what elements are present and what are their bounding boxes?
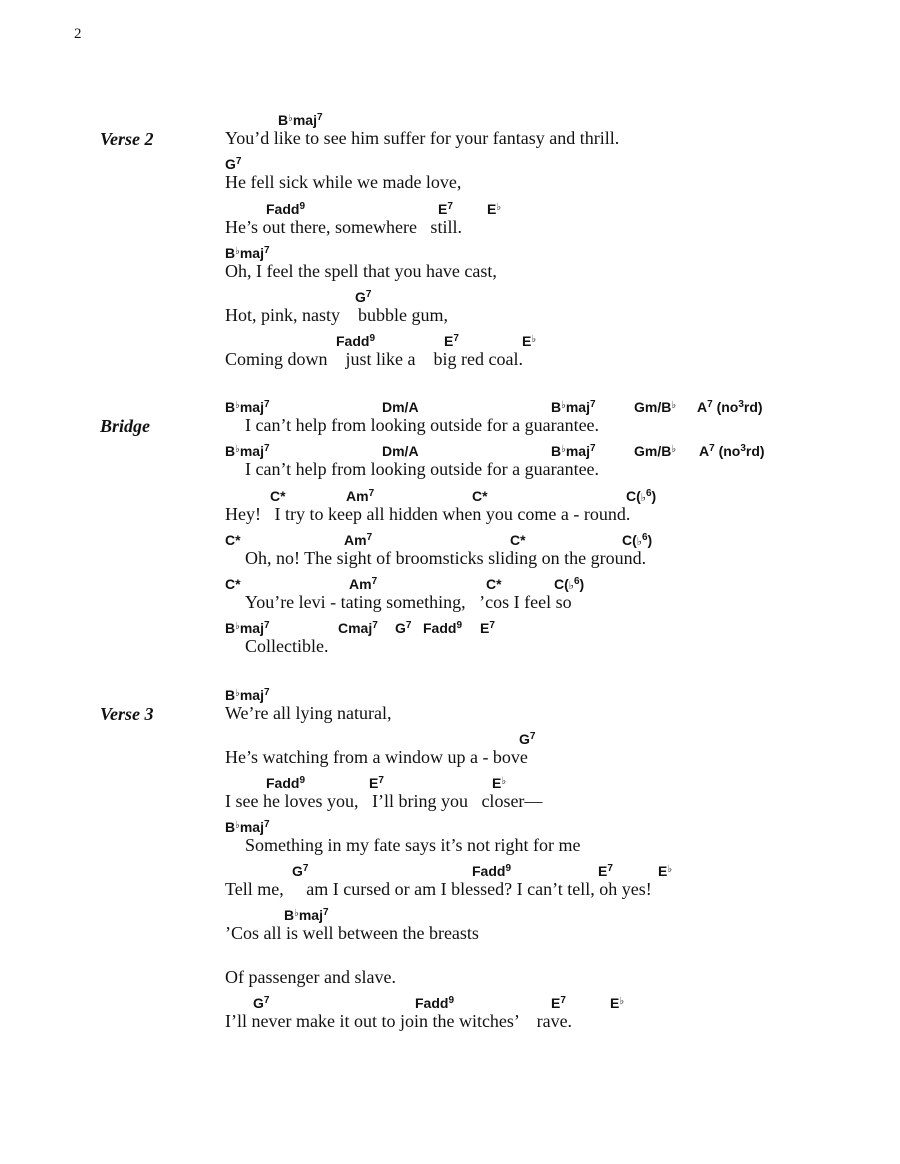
chord: C* <box>510 532 526 548</box>
lyric-line: Hot, pink, nasty bubble gum, <box>225 305 448 325</box>
chord: $E^7$ <box>444 333 459 349</box>
chord: $E^7$ <box>369 775 384 791</box>
lyric-line: ’Cos all is well between the breasts <box>225 923 479 943</box>
chord: B♭maj$^7$ <box>225 399 270 415</box>
section-label-verse-3: Verse 3 <box>100 704 154 724</box>
lyric-line: You’d like to see him suffer for your fantasy and thrill. <box>225 128 620 148</box>
lyric-line: You’re levi - tating something, ’cos I feel so <box>245 592 572 612</box>
lyric-line: Coming down just like a big red coal. <box>225 349 523 369</box>
chord: C* <box>225 576 241 592</box>
chord: Am$^7$ <box>346 488 375 504</box>
lyric-line: Collectible. <box>245 636 329 656</box>
chord: Dm/A <box>382 399 419 415</box>
chord: C* <box>472 488 488 504</box>
chord: $E^7$ <box>438 201 453 217</box>
section-label-verse-2: Verse 2 <box>100 129 154 149</box>
lyric-line: I see he loves you, I’ll bring you closer— <box>225 791 543 811</box>
chord: B♭maj$^7$ <box>284 907 329 923</box>
lyric-line: I’ll never make it out to join the witches’ rave. <box>225 1011 573 1031</box>
lyric-line: Oh, no! The sight of broomsticks sliding on the ground. <box>245 548 647 568</box>
chord: C* <box>486 576 502 592</box>
chord: Fadd$^9$ <box>266 201 306 217</box>
chord: $G^7$ <box>225 156 242 172</box>
chord: Am$^7$ <box>344 532 373 548</box>
chord: B♭maj$^7$ <box>551 443 596 459</box>
chord: B♭maj$^7$ <box>551 399 596 415</box>
lyric-line: Of passenger and slave. <box>225 967 396 987</box>
chord: Fadd$^9$ <box>266 775 306 791</box>
chord: C(♭$^6$) <box>554 576 585 592</box>
chord: Dm/A <box>382 443 419 459</box>
chord: B♭maj$^7$ <box>225 687 270 703</box>
chord: E♭ <box>522 333 537 349</box>
chord: Am$^7$ <box>349 576 378 592</box>
chord: Fadd$^9$ <box>423 620 463 636</box>
chord: $G^7$ <box>292 863 309 879</box>
lyric-line: He’s watching from a window up a - bove <box>225 747 528 767</box>
chord: B♭maj$^7$ <box>225 443 270 459</box>
page-number: 2 <box>74 26 82 42</box>
chord: $E^7$ <box>551 995 566 1011</box>
chord: C* <box>270 488 286 504</box>
chord: $G^7$ <box>253 995 270 1011</box>
chord: C(♭$^6$) <box>626 488 657 504</box>
chord: $A^7$ $(no^3rd)$ <box>697 399 763 415</box>
lyric-line: Tell me, am I cursed or am I blessed? I can’t tell, oh yes! <box>225 879 652 899</box>
lyric-line: He’s out there, somewhere still. <box>225 217 462 237</box>
chord: Fadd$^9$ <box>472 863 512 879</box>
chord: Gm/B♭ <box>634 399 677 415</box>
chord: B♭maj$^7$ <box>225 245 270 261</box>
chord: $G^7$ <box>355 289 372 305</box>
lyric-line: I can’t help from looking outside for a guarantee. <box>245 415 600 435</box>
chord: $G^7$ <box>395 620 412 636</box>
chord: E♭ <box>658 863 673 879</box>
chord: Cmaj$^7$ <box>338 620 378 636</box>
chord: E♭ <box>487 201 502 217</box>
chord: Fadd$^9$ <box>415 995 455 1011</box>
chord: C* <box>225 532 241 548</box>
chord: E♭ <box>492 775 507 791</box>
chord: $G^7$ <box>519 731 536 747</box>
chord: B♭maj$^7$ <box>225 620 270 636</box>
lyric-line: Oh, I feel the spell that you have cast, <box>225 261 497 281</box>
chord: Gm/B♭ <box>634 443 677 459</box>
chord: B♭maj$^7$ <box>225 819 270 835</box>
chord: B♭maj$^7$ <box>278 112 323 128</box>
lyric-line: He fell sick while we made love, <box>225 172 462 192</box>
chord: $E^7$ <box>480 620 495 636</box>
chord: C(♭$^6$) <box>622 532 653 548</box>
chord: Fadd$^9$ <box>336 333 376 349</box>
lyric-line: I can’t help from looking outside for a guarantee. <box>245 459 600 479</box>
lyric-line: Hey! I try to keep all hidden when you come a - round. <box>225 504 631 524</box>
lyric-line: Something in my fate says it’s not right for me <box>245 835 581 855</box>
chord: $E^7$ <box>598 863 613 879</box>
chord: $A^7$ $(no^3rd)$ <box>699 443 765 459</box>
lyric-line: We’re all lying natural, <box>225 703 392 723</box>
section-label-bridge: Bridge <box>100 416 151 436</box>
chord: E♭ <box>610 995 625 1011</box>
